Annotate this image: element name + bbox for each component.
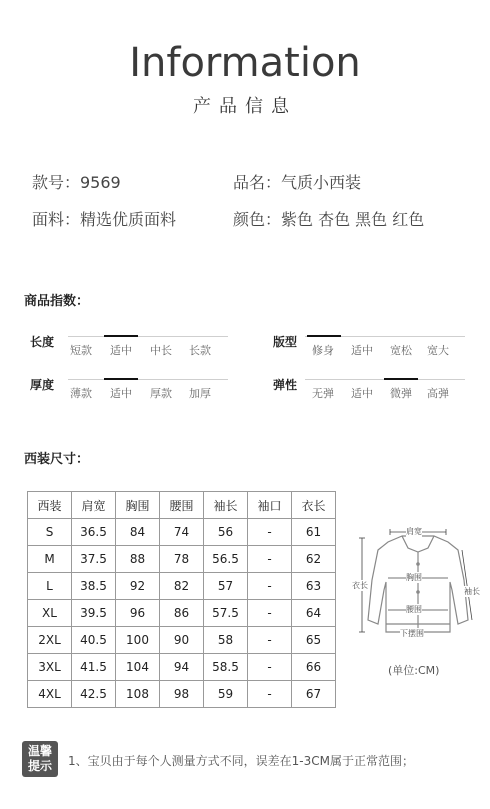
table-cell: 94 xyxy=(160,654,204,681)
table-cell: 88 xyxy=(116,546,160,573)
scale-track xyxy=(68,336,228,337)
size-heading: 西装尺寸： xyxy=(24,452,90,467)
table-cell: S xyxy=(28,519,72,546)
table-row xyxy=(28,654,336,681)
table-cell: 56.5 xyxy=(204,546,248,573)
table-cell: 86 xyxy=(160,600,204,627)
table-cell: 56 xyxy=(204,519,248,546)
table-cell: M xyxy=(28,546,72,573)
table-cell: 104 xyxy=(116,654,160,681)
scale-option: 无弹 xyxy=(312,387,334,400)
table-cell: - xyxy=(248,627,292,654)
table-cell: 57.5 xyxy=(204,600,248,627)
table-cell: 38.5 xyxy=(72,573,116,600)
table-cell: 36.5 xyxy=(72,519,116,546)
scale-label: 弹性 xyxy=(273,378,298,392)
diagram-waist-label: 腰围 xyxy=(406,605,422,614)
table-cell: - xyxy=(248,519,292,546)
tips-text: 1、宝贝由于每个人测量方式不同，误差在1-3CM属于正常范围； xyxy=(68,754,414,768)
table-cell: - xyxy=(248,546,292,573)
title-english: Information xyxy=(129,40,361,86)
table-header-cell: 腰围 xyxy=(160,492,204,519)
table-cell: 57 xyxy=(204,573,248,600)
table-cell: 96 xyxy=(116,600,160,627)
title-chinese: 产品信息 xyxy=(193,96,297,117)
tips-badge-line: 提示 xyxy=(27,759,52,773)
table-row xyxy=(28,519,336,546)
scale-track xyxy=(68,379,228,380)
diagram-shoulder-label: 肩宽 xyxy=(406,527,422,536)
table-cell: 3XL xyxy=(28,654,72,681)
table-header-cell: 肩宽 xyxy=(72,492,116,519)
item-number: 款号：9569 xyxy=(32,173,121,192)
table-cell: 2XL xyxy=(28,627,72,654)
garment-diagram xyxy=(350,520,486,648)
table-cell: 59 xyxy=(204,681,248,708)
diagram-length-label: 衣长 xyxy=(352,581,368,590)
scale-option: 适中 xyxy=(351,344,373,357)
scale-option: 微弹 xyxy=(390,387,412,400)
diagram-sleeve-label: 袖长 xyxy=(464,587,480,596)
table-header-cell: 袖口 xyxy=(248,492,292,519)
table-cell: 42.5 xyxy=(72,681,116,708)
table-cell: 92 xyxy=(116,573,160,600)
table-row xyxy=(28,573,336,600)
scale-indicator xyxy=(307,335,341,337)
table-cell: 64 xyxy=(292,600,336,627)
table-cell: 40.5 xyxy=(72,627,116,654)
scale-option: 加厚 xyxy=(189,387,211,400)
scale-option: 适中 xyxy=(351,387,373,400)
scale-label: 长度 xyxy=(30,335,55,349)
table-cell: 108 xyxy=(116,681,160,708)
table-cell: - xyxy=(248,600,292,627)
scale-indicator xyxy=(104,335,138,337)
table-cell: 67 xyxy=(292,681,336,708)
table-cell: 84 xyxy=(116,519,160,546)
table-cell: 58 xyxy=(204,627,248,654)
table-cell: 37.5 xyxy=(72,546,116,573)
table-cell: 58.5 xyxy=(204,654,248,681)
diagram-chest-label: 胸围 xyxy=(406,573,422,582)
table-cell: L xyxy=(28,573,72,600)
table-header-cell: 胸围 xyxy=(116,492,160,519)
scale-option: 长款 xyxy=(189,344,211,357)
table-row xyxy=(28,627,336,654)
scale-option: 宽松 xyxy=(390,344,412,357)
table-cell: 98 xyxy=(160,681,204,708)
product-name: 品名：气质小西装 xyxy=(233,173,362,192)
table-cell: 62 xyxy=(292,546,336,573)
product-index-heading: 商品指数： xyxy=(24,294,90,309)
scale-option: 中长 xyxy=(150,344,172,357)
tips-badge xyxy=(22,741,58,777)
size-table xyxy=(27,491,336,708)
table-cell: 61 xyxy=(292,519,336,546)
scale-length xyxy=(30,333,230,363)
table-row xyxy=(28,600,336,627)
table-cell: 65 xyxy=(292,627,336,654)
scale-indicator xyxy=(384,378,418,380)
table-cell: - xyxy=(248,573,292,600)
table-header-cell: 衣长 xyxy=(292,492,336,519)
scale-option: 适中 xyxy=(110,344,132,357)
scale-option: 短款 xyxy=(70,344,92,357)
table-row xyxy=(28,681,336,708)
table-cell: 4XL xyxy=(28,681,72,708)
table-cell: 66 xyxy=(292,654,336,681)
table-cell: - xyxy=(248,654,292,681)
scale-option: 厚款 xyxy=(150,387,172,400)
scale-fit xyxy=(273,333,473,363)
scale-elasticity xyxy=(273,376,473,406)
scale-thickness xyxy=(30,376,230,406)
table-cell: 100 xyxy=(116,627,160,654)
table-header-cell: 袖长 xyxy=(204,492,248,519)
table-cell: 39.5 xyxy=(72,600,116,627)
scale-option: 宽大 xyxy=(427,344,449,357)
unit-label: (单位:CM) xyxy=(388,664,440,677)
table-cell: 82 xyxy=(160,573,204,600)
table-cell: 78 xyxy=(160,546,204,573)
scale-option: 修身 xyxy=(312,344,334,357)
scale-label: 版型 xyxy=(273,335,298,349)
table-cell: 74 xyxy=(160,519,204,546)
scale-option: 适中 xyxy=(110,387,132,400)
table-cell: 63 xyxy=(292,573,336,600)
table-header-cell: 西装 xyxy=(28,492,72,519)
fabric: 面料：精选优质面料 xyxy=(32,210,177,229)
table-row xyxy=(28,546,336,573)
scale-option: 薄款 xyxy=(70,387,92,400)
table-cell: - xyxy=(248,681,292,708)
table-header-row xyxy=(28,492,336,519)
table-cell: 41.5 xyxy=(72,654,116,681)
scale-indicator xyxy=(104,378,138,380)
table-cell: 90 xyxy=(160,627,204,654)
scale-label: 厚度 xyxy=(30,378,55,392)
scale-option: 高弹 xyxy=(427,387,449,400)
table-cell: XL xyxy=(28,600,72,627)
colors: 颜色：紫色 杏色 黑色 红色 xyxy=(233,210,425,229)
tips-badge-line: 温馨 xyxy=(27,744,52,758)
diagram-hem-label: 下摆围 xyxy=(400,629,424,638)
